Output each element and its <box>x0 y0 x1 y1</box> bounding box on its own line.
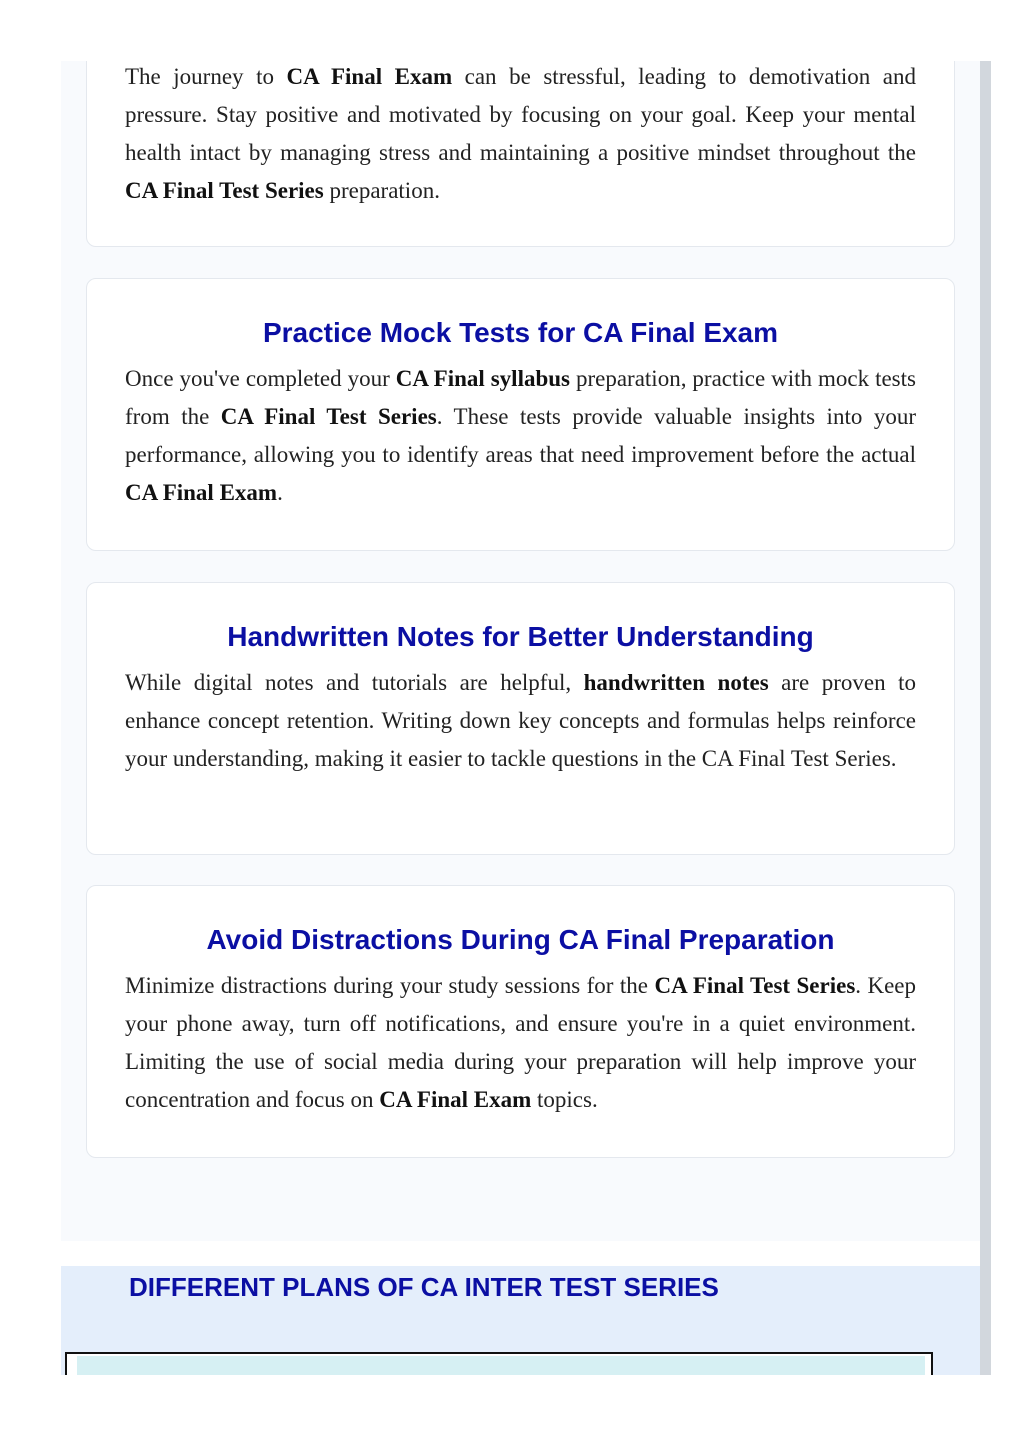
text-run: Minimize distractions during your study sessions for the <box>125 973 655 998</box>
text-run: . These tests provide valuable insights into your performance, allowing you to identify areas that need improvement before the actual <box>125 404 916 467</box>
section-title: Avoid Distractions During CA Final Preparation <box>206 924 835 955</box>
text-run: . <box>277 480 283 505</box>
bold-phrase: CA Final Exam <box>379 1087 532 1112</box>
text-run: can be stressful, leading to demotivation and pressure. Stay positive and motivated by focusing on your goal. Keep your mental health intact by managing stress and maintaining a positive mindset throughout the <box>125 64 916 165</box>
bold-phrase: CA Final Test Series <box>220 404 437 429</box>
section-card-mock-tests <box>86 278 955 551</box>
plans-section <box>61 1266 980 1375</box>
section-card-avoid-distractions <box>86 885 955 1158</box>
bold-phrase: handwritten notes <box>583 670 769 695</box>
text-run: preparation. <box>323 178 440 203</box>
text-run: topics. <box>531 1087 598 1112</box>
section-card-motivation <box>86 61 955 247</box>
text-run: are proven to enhance concept retention. Writing down key concepts and formulas helps reinforce your understanding, making it easier to tackle questions in the CA Final Test Series. <box>125 670 917 771</box>
plans-table-header-row <box>77 1356 925 1375</box>
text-run: The journey to <box>125 64 287 89</box>
section-divider <box>61 1241 980 1266</box>
bold-phrase: CA Final syllabus <box>395 366 570 391</box>
bold-phrase: CA Final Test Series <box>125 178 324 203</box>
section-paragraph <box>87 967 954 1119</box>
text-run: Once you've completed your <box>125 366 396 391</box>
text-run: While digital notes and tutorials are helpful, <box>125 670 584 695</box>
bold-phrase: CA Final Test Series <box>654 973 856 998</box>
text-run: preparation, practice with mock tests from the <box>125 366 916 429</box>
plans-table <box>65 1352 933 1375</box>
plans-heading: DIFFERENT PLANS OF CA INTER TEST SERIES <box>129 1272 719 1302</box>
bold-phrase: CA Final Exam <box>125 480 278 505</box>
section-paragraph <box>87 664 954 778</box>
vertical-scrollbar[interactable] <box>980 61 991 1375</box>
section-card-handwritten-notes <box>86 582 955 855</box>
section-title: Practice Mock Tests for CA Final Exam <box>262 317 779 348</box>
bold-phrase: CA Final Exam <box>286 64 453 89</box>
section-paragraph <box>87 61 954 210</box>
section-paragraph <box>87 360 954 512</box>
section-title: Handwritten Notes for Better Understanding <box>227 621 814 652</box>
text-run: . Keep your phone away, turn off notifications, and ensure you're in a quiet environment. Limiting the use of social media during your preparation will help improve your concentration and focus on <box>125 973 917 1112</box>
page-content <box>61 61 980 1375</box>
